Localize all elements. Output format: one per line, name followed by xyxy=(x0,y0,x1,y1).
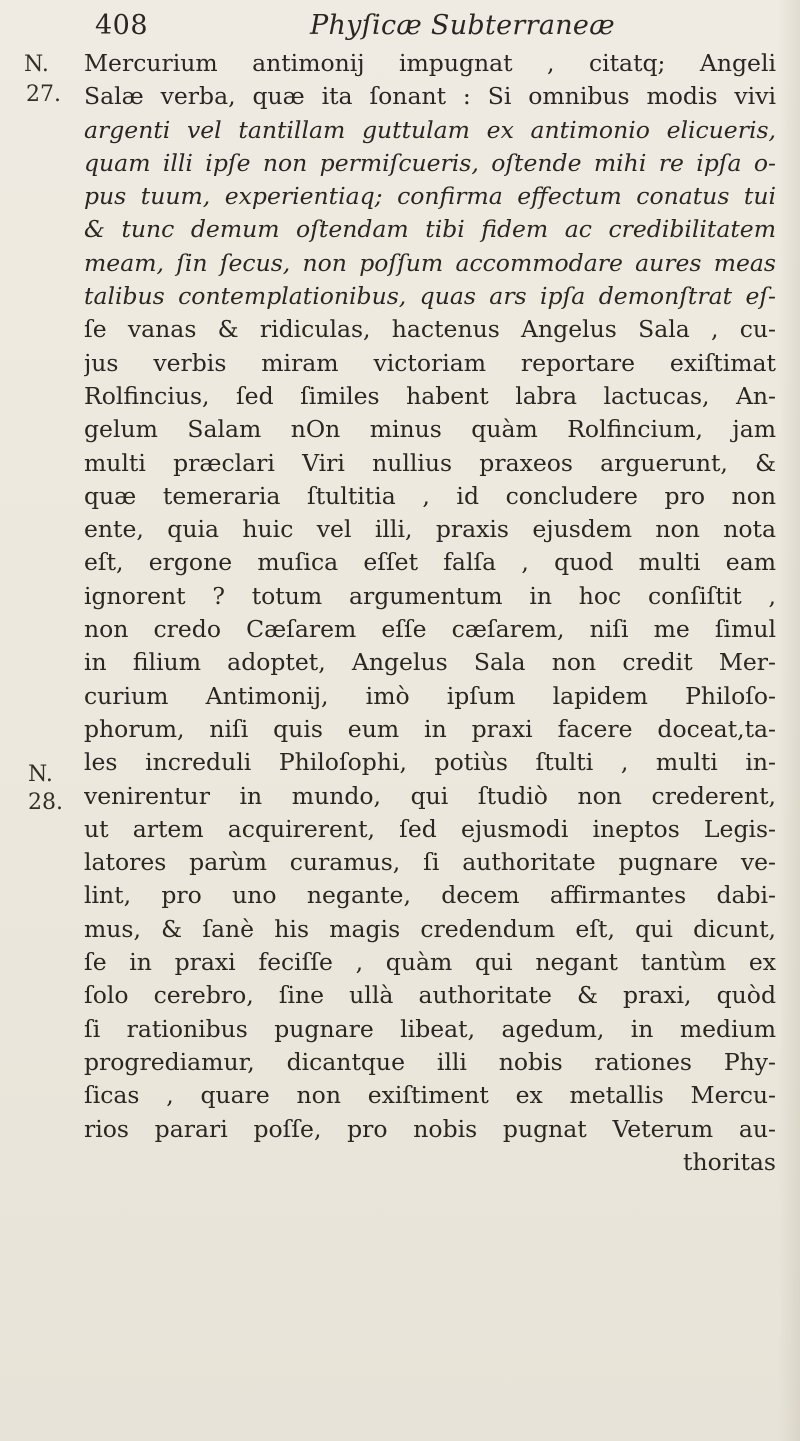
text-line: pus tuum, experientiaq; confirma effectum conatus tui xyxy=(84,182,776,211)
page-number: 408 xyxy=(95,10,149,41)
text-line: progrediamur, dicantque illi nobis rationes Phy- xyxy=(84,1047,776,1076)
text-line: ſolo cerebro, ſine ullà authoritate & praxi, quòd xyxy=(84,981,776,1010)
text-line: talibus contemplationibus, quas ars ipſa demonſtrat eſ- xyxy=(84,282,776,311)
margin-note-number: 27. xyxy=(26,82,61,107)
text-line: Salæ verba, quæ ita ſonant : Si omnibus modis vivi xyxy=(84,82,776,111)
text-line: curium Antimonij, imò ipſum lapidem Philoſo- xyxy=(84,681,776,710)
margin-note-number: 28. xyxy=(28,790,63,815)
text-line: ſe in praxi feciſſe , quàm qui negant tantùm ex xyxy=(84,948,776,977)
text-line: mus, & ſanè his magis credendum eſt, qui dicunt, xyxy=(84,914,776,943)
text-line: & tunc demum oſtendam tibi fidem ac credibilitatem xyxy=(84,215,776,244)
text-line: les increduli Philoſophi, potiùs ſtulti , multi in- xyxy=(84,748,776,777)
text-line: multi præclari Viri nullius praxeos arguerunt, & xyxy=(84,448,776,477)
text-line: quæ temeraria ſtultitia , id concludere pro non xyxy=(84,481,776,510)
text-line: eſt, ergone muſica eſſet falſa , quod multi eam xyxy=(84,548,776,577)
text-line: gelum Salam nOn minus quàm Rolfincium, jam xyxy=(84,415,776,444)
text-line: Mercurium antimonij impugnat , citatq; Angeli xyxy=(84,49,776,77)
text-line: ente, quia huic vel illi, praxis ejusdem non nota xyxy=(84,515,776,544)
text-line: argenti vel tantillam guttulam ex antimonio elicueris, xyxy=(84,115,776,144)
text-line: ignorent ? totum argumentum in hoc conſiſtit , xyxy=(84,581,776,610)
text-line: ſi rationibus pugnare libeat, agedum, in medium xyxy=(84,1014,776,1043)
text-line-catchword: thoritas xyxy=(683,1147,776,1176)
text-line: latores parùm curamus, ſi authoritate pugnare ve- xyxy=(84,848,776,877)
text-line: jus verbis miram victoriam reportare exiſtimat xyxy=(84,348,776,377)
text-line: rios parari poſſe, pro nobis pugnat Veterum au- xyxy=(84,1114,776,1143)
text-line: ſicas , quare non exiſtiment ex metallis Mercu- xyxy=(84,1081,776,1110)
margin-note-n: N. xyxy=(28,762,53,787)
text-line: phorum, niſi quis eum in praxi facere doceat,ta- xyxy=(84,714,776,743)
text-line: quam illi ipſe non permiſcueris, oſtende mihi re ipſa o- xyxy=(84,148,776,177)
text-line: non credo Cæſarem eſſe cæſarem, niſi me ſimul xyxy=(84,615,776,644)
text-line: ſe vanas & ridiculas, hactenus Angelus Sala , cu- xyxy=(84,315,776,344)
text-line: Rolfincius, ſed ſimiles habent labra lactucas, An- xyxy=(84,381,776,410)
page-edge-shadow xyxy=(778,0,800,1441)
text-line: venirentur in mundo, qui ſtudiò non crederent, xyxy=(84,781,776,810)
page-header xyxy=(95,10,755,50)
text-line: ut artem acquirerent, ſed ejusmodi ineptos Legis- xyxy=(84,814,776,843)
text-line: lint, pro uno negante, decem affirmantes dabi- xyxy=(84,881,776,910)
text-line: in filium adoptet, Angelus Sala non credit Mer- xyxy=(84,648,776,677)
running-title: Phyſicæ Subterraneæ xyxy=(310,10,615,41)
margin-note-n: N. xyxy=(24,52,49,77)
text-line: meam, ſin ſecus, non poſſum accommodare aures meas xyxy=(84,248,776,277)
body-text xyxy=(84,47,776,1179)
